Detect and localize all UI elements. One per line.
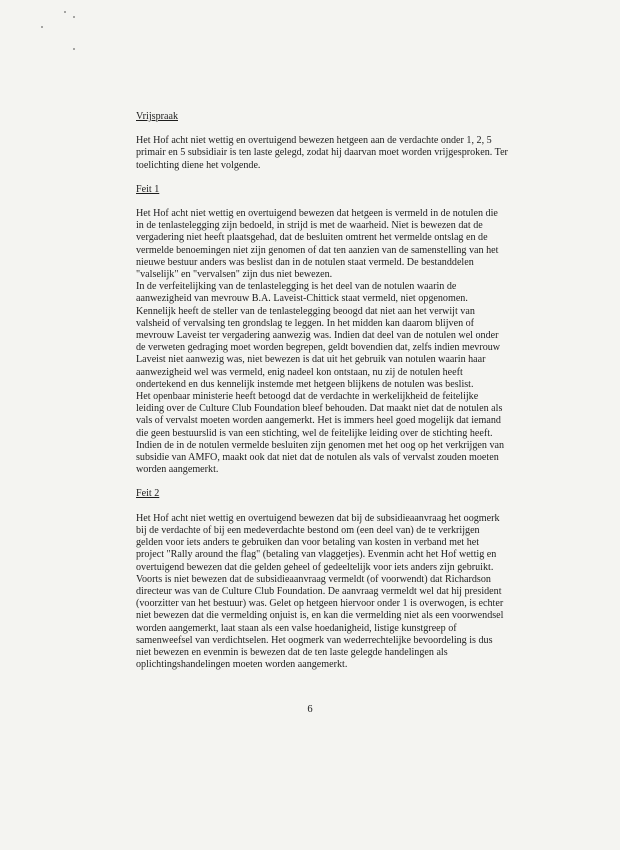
document-body [136,111,508,671]
vrijspraak-paragraph: Het Hof acht niet wettig en overtuigend bewezen hetgeen aan de verdachte onder 1, 2, 5 primair en 5 subsidiair is ten laste gelegd, zodat hij daarvan moet worden vrijgesproken. Ter toelichting diene het volgende. [136,135,508,171]
scan-speck [64,11,66,13]
feit-2-paragraph: Het Hof acht niet wettig en overtuigend bewezen dat bij de subsidieaanvraag het oogmerk bij de verdachte of bij een medeverdachte bestond om (een deel van) de te verkrijgen gelden voor iets anders te gebruiken dan voor betaling van kosten in verband met het project "Rally around the flag" (betaling van vlaggetjes). Evenmin acht het Hof wettig en overtuigend bewezen dat die gelden geheel of gedeeltelijk voor iets anders zijn gebruikt. Voorts is niet bewezen dat de subsidieaanvraag vermeldt (of voorwendt) dat Richardson directeur was van de Culture Club Foundation. De aanvraag vermeldt wel dat hij president (voorzitter van het bestuur) was. Gelet op hetgeen hiervoor onder 1 is overwogen, is echter niet bewezen dat die vermelding onjuist is, en kan die vermelding niet als een voorwendsel worden aangemerkt, laat staan als een valse hoedanigheid, listige kunstgreep of samenweefsel van verdichtselen. Het oogmerk van wederrechtelijke bevoordeling is dus niet bewezen en evenmin is bewezen dat de ten laste gelegde handelingen als oplichtingshandelingen moeten worden aangemerkt. [136,512,504,671]
feit-1-paragraph: Het Hof acht niet wettig en overtuigend bewezen dat hetgeen is vermeld in de notulen die in de tenlastelegging zijn bedoeld, in strijd is met de waarheid. Niet is bewezen dat de vergadering niet heeft plaatsgehad, dat de besluiten omtrent het vermelde ontslag en de vermelde benoemingen niet zijn genomen of dat ten aanzien van de samenstelling van het nieuwe bestuur anders was beslist dan in de notulen staat vermeld. De bestanddelen "valselijk" en "vervalsen" zijn dus niet bewezen. [136,208,499,281]
feit-1-paragraph: Het openbaar ministerie heeft betoogd dat de verdachte in werkelijkheid de feitelijke leiding over de Culture Club Foundation bleef behouden. Dat maakt niet dat de notulen als vals of vervalst moeten worden aangemerkt. Het is immers heel goed mogelijk dat iemand die geen bestuurslid is van een stichting, wel de feitelijke leiding over de stichting heeft. Indien de in de notulen vermelde besluiten zijn genomen met het oog op het verkrijgen van subsidie van AMFO, maakt ook dat niet dat de notulen als vals of vervalst zouden moeten worden aangemerkt. [136,391,505,476]
scan-speck [41,26,43,28]
scan-speck [73,48,75,50]
section-heading-vrijspraak: Vrijspraak [136,111,178,122]
section-heading-feit-1: Feit 1 [136,183,160,195]
page-number: 6 [307,704,313,715]
feit-1-paragraph: In de verfeitelijking van de tenlastelegging is het deel van de notulen waarin de aanwezigheid van mevrouw B.A. Laveist-Chittick staat vermeld, niet opgenomen. Kennelijk heeft de steller van de tenlastelegging beoogd dat niet aan het verwijt van valsheid of vervalsing ten grondslag te leggen. In het midden kan daarom blijven of mevrouw Laveist ter vergadering aanwezig was. Indien dat deel van de notulen wel onder de verweten gedraging moet worden begrepen, geldt bovendien dat, zelfs indien mevrouw Laveist niet aanwezig was, niet bewezen is dat uit het gebruik van notulen waarin haar aanwezigheid wel was vermeld, enig nadeel kon ontstaan, nu zij de notulen heeft ondertekend en dus kennelijk instemde met hetgeen blijkens de notulen was beslist. [136,281,501,390]
scan-speck [73,16,75,18]
section-heading-feit-2: Feit 2 [136,488,160,500]
